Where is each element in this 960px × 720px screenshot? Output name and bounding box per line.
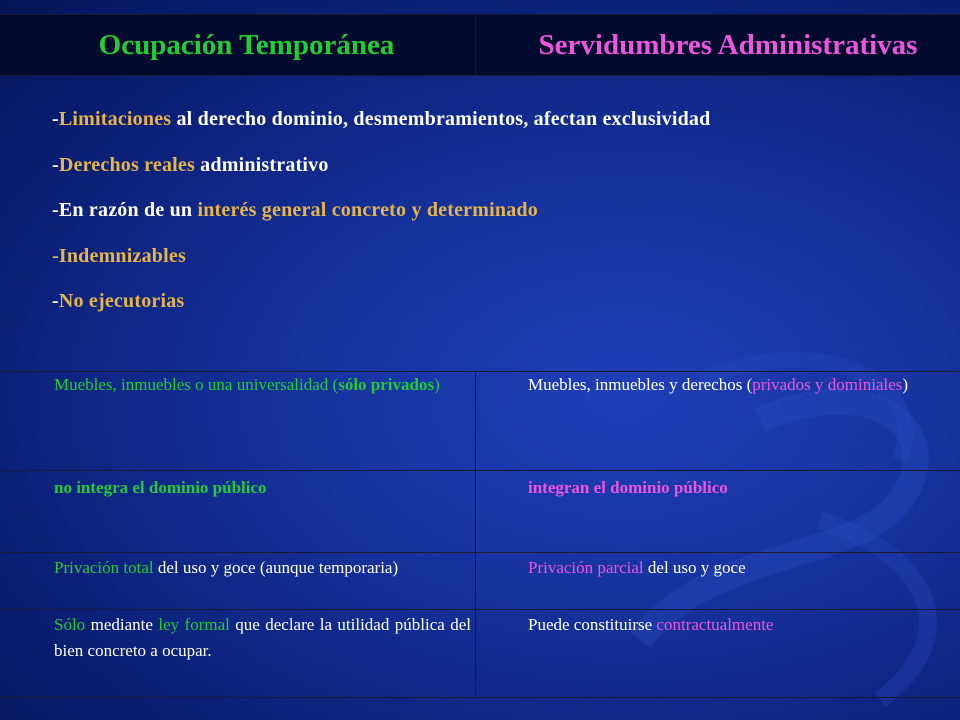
common-item-limitaciones <box>52 108 710 154</box>
common-item-interes-general <box>52 199 710 245</box>
common-item-1-segment-2: administrativo <box>194 153 329 176</box>
row4-right-segment-0: Puede constituirse <box>528 615 657 634</box>
comparison-row-2 <box>0 470 960 553</box>
row4-right-segment-1: contractualmente <box>656 615 774 634</box>
column-divider-body <box>475 371 476 696</box>
column-divider-header <box>475 14 476 75</box>
header-ocupacion-temporanea: Ocupación Temporánea <box>98 29 395 61</box>
common-item-4-segment-0: - <box>52 290 59 312</box>
common-item-3-segment-0: -Indemnizables <box>52 244 186 267</box>
row1-right-segment-0: Muebles, inmuebles y derechos ( <box>528 375 753 394</box>
common-item-0-segment-2: al derecho dominio, desmembramientos, afectan exclusividad <box>171 108 711 130</box>
row4-right-cell <box>476 610 960 697</box>
header-servidumbres-administrativas: Servidumbres Administrativas <box>538 29 918 61</box>
common-item-0-segment-0: - <box>52 108 59 130</box>
row4-left-cell <box>0 610 475 697</box>
common-item-1-segment-1: Derechos reales <box>58 153 195 176</box>
row3-left-segment-1: del uso y goce (aunque temporaria) <box>153 558 399 577</box>
row1-left-segment-1: sólo privados <box>338 375 435 394</box>
row2-right-cell <box>476 471 960 553</box>
row3-right-segment-1: del uso y goce <box>643 558 746 577</box>
row1-left-cell <box>0 372 475 471</box>
common-item-2-segment-0: -En razón de un <box>52 199 198 221</box>
comparison-row-3 <box>0 552 960 610</box>
row4-left-segment-2: ley formal <box>158 615 230 634</box>
row4-left-segment-3: que declare la utilidad pública del bien concreto a ocupar. <box>54 615 472 660</box>
common-item-derechos-reales <box>52 154 710 200</box>
comparison-row-4 <box>0 609 960 698</box>
common-item-2-segment-1: interés general concreto y determinado <box>197 199 538 221</box>
common-item-indemnizables <box>52 245 710 291</box>
row1-left-segment-0: Muebles, inmuebles o una universalidad ( <box>54 375 339 394</box>
common-item-1-segment-0: - <box>52 153 59 176</box>
row2-left-segment-0: no integra el dominio público <box>54 478 267 497</box>
row1-right-segment-1: privados y dominiales <box>752 375 903 394</box>
row2-left-cell <box>0 471 475 553</box>
common-item-0-segment-1: Limitaciones <box>58 108 172 130</box>
row3-left-segment-0: Privación total <box>54 558 154 577</box>
row1-right-segment-2: ) <box>902 375 909 394</box>
row1-right-cell <box>476 372 960 471</box>
common-item-4-segment-1: No ejecutorias <box>58 290 185 312</box>
row3-right-segment-0: Privación parcial <box>528 558 644 577</box>
row4-left-segment-0: Sólo <box>54 615 86 634</box>
common-characteristics-list <box>52 108 710 336</box>
comparison-row-1 <box>0 371 960 471</box>
row3-left-cell <box>0 553 475 610</box>
row4-left-segment-1: mediante <box>85 615 159 634</box>
row3-right-cell <box>476 553 960 610</box>
row2-right-segment-0: integran el dominio público <box>528 478 728 497</box>
row1-left-segment-2: ) <box>434 375 440 394</box>
common-item-no-ejecutorias <box>52 290 710 336</box>
header-row <box>0 14 960 76</box>
